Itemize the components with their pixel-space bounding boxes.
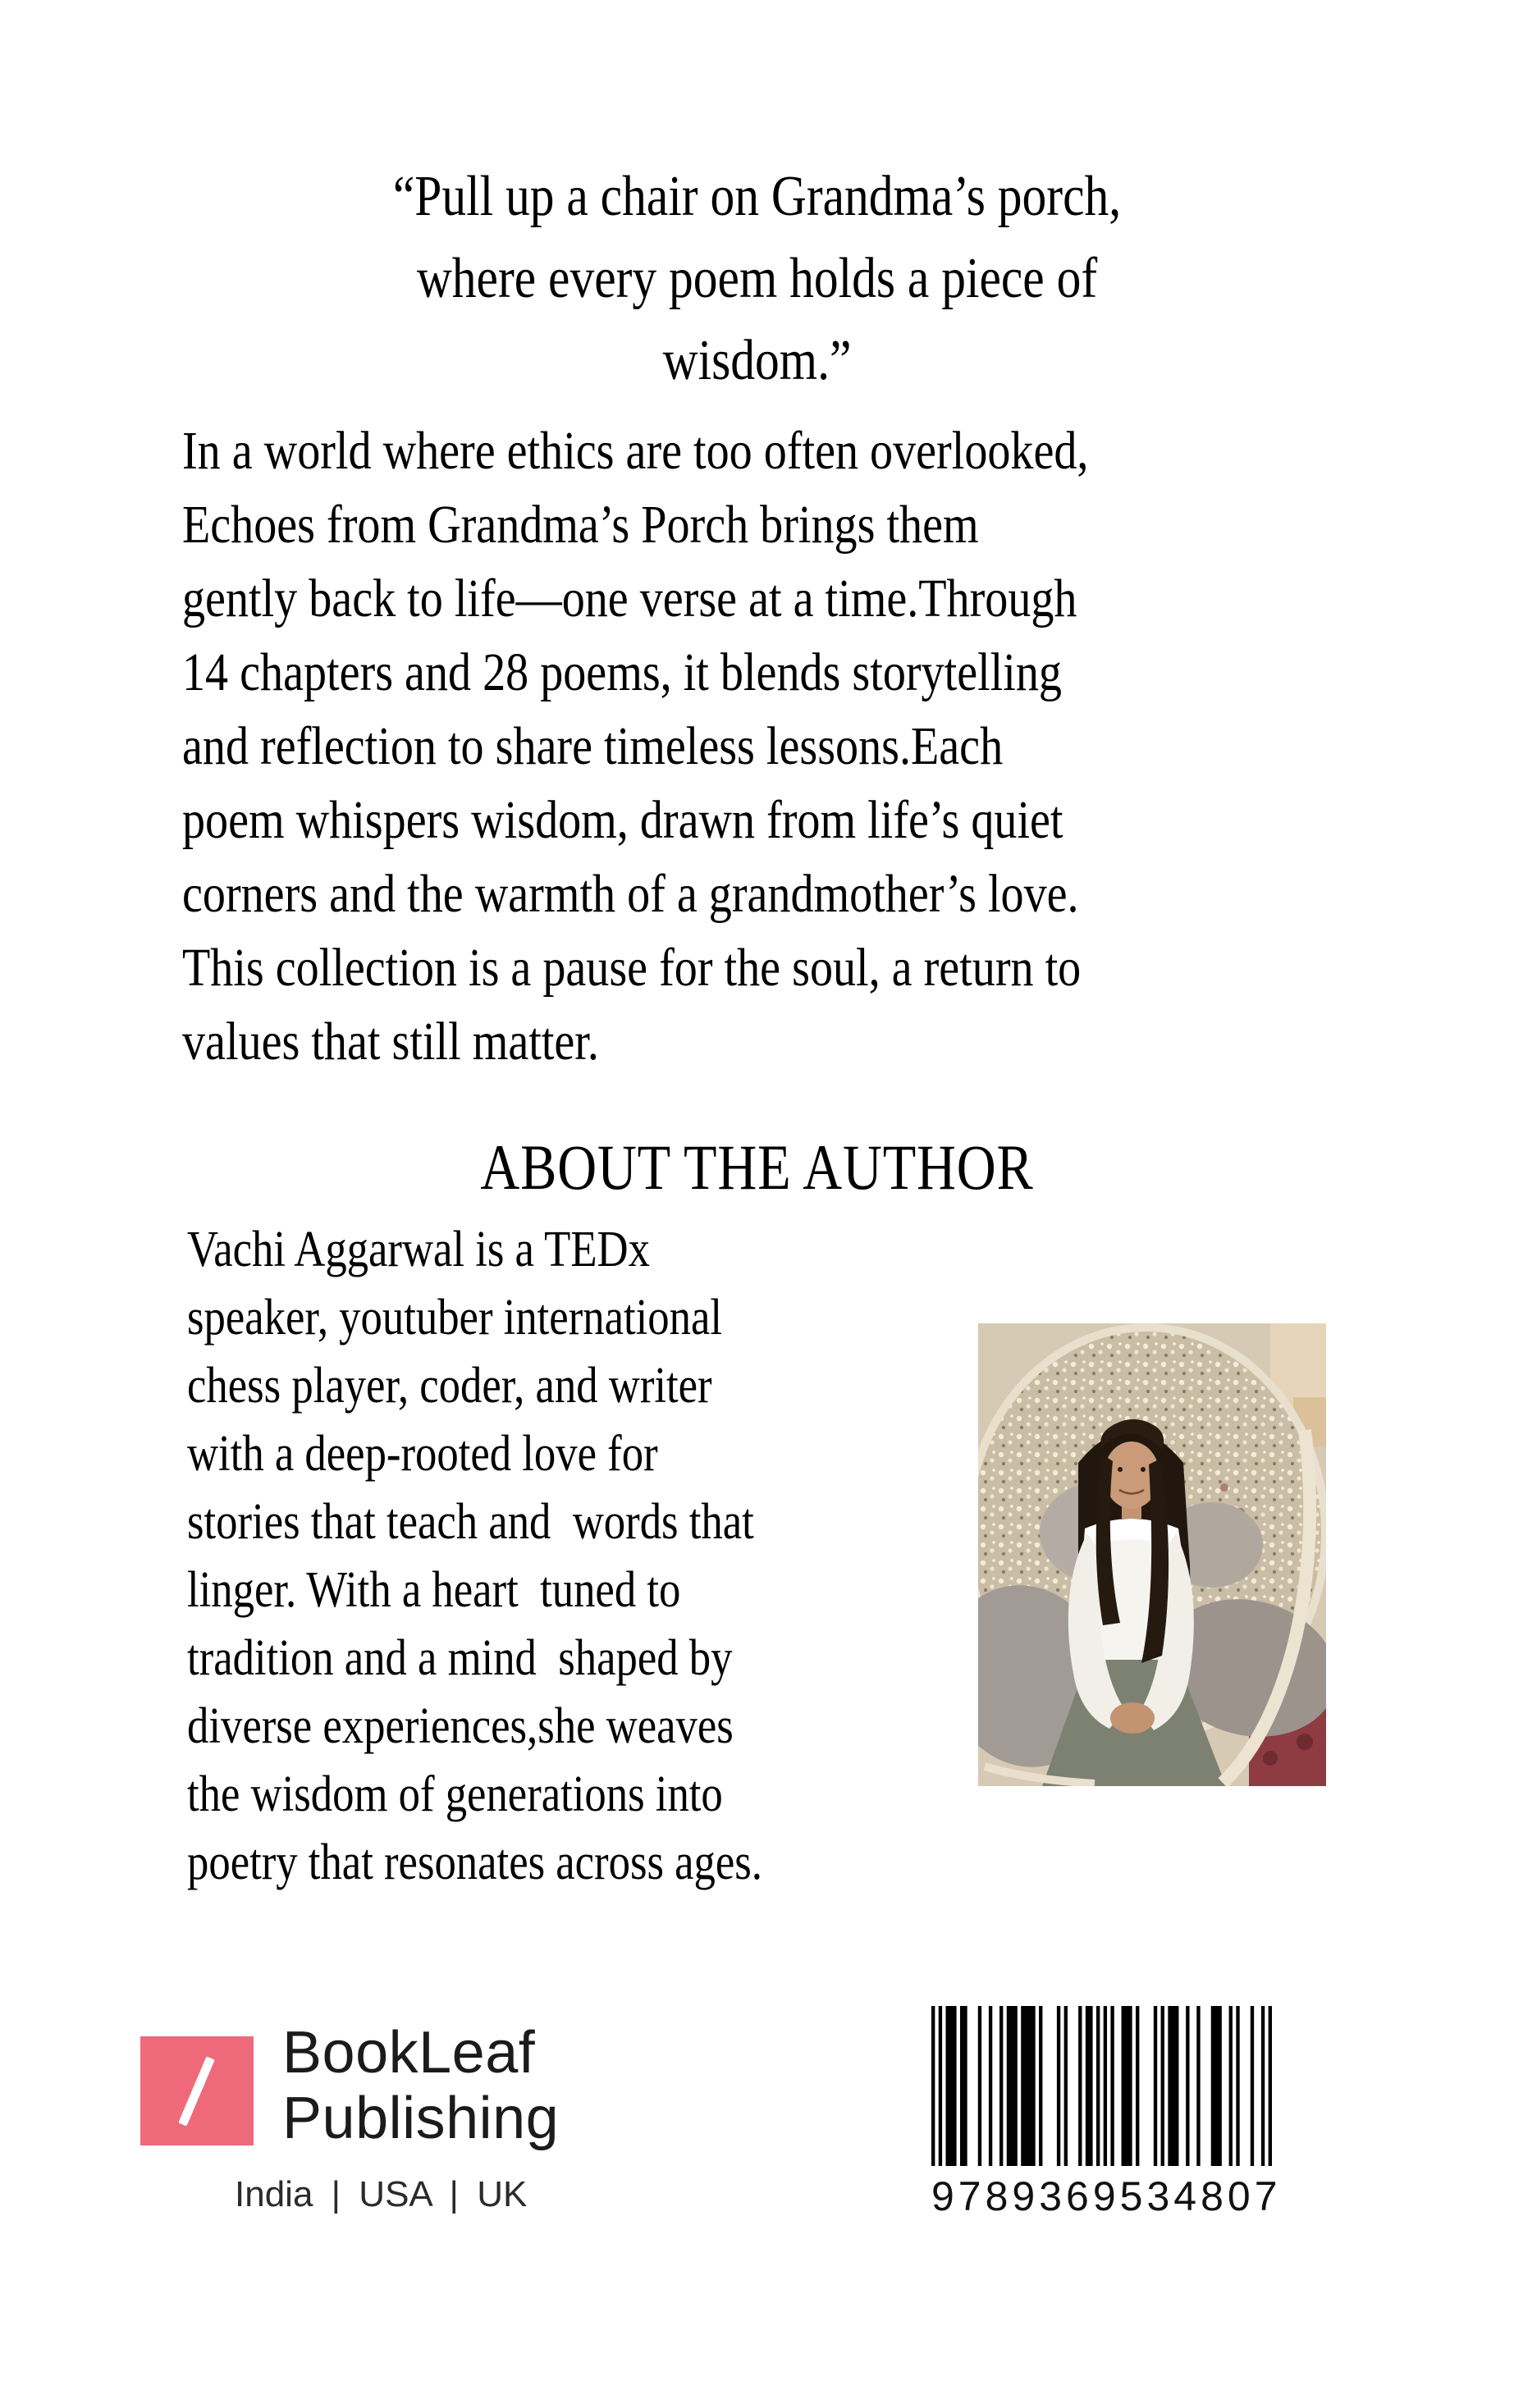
text-line: poetry that resonates across ages.: [187, 1835, 762, 1890]
text-line: wisdom.”: [662, 329, 852, 392]
text-line: values that still matter.: [182, 1012, 599, 1071]
barcode-bars: [931, 2006, 1272, 2166]
text-line: chess player, coder, and writer: [187, 1358, 712, 1414]
barcode-number: 9789369534807: [931, 2173, 1282, 2219]
cover-quote: [113, 156, 1400, 402]
text-line: speaker, youtuber international: [187, 1290, 723, 1346]
text-line: corners and the warmth of a grandmother’s love.: [182, 864, 1079, 924]
text-line: Vachi Aggarwal is a TEDx: [187, 1222, 650, 1277]
text-line: 14 chapters and 28 poems, it blends storytelling: [182, 642, 1062, 702]
book-synopsis: [182, 414, 1368, 1079]
publisher-name-line2: Publishing: [282, 2086, 560, 2151]
text-line: stories that teach and words that: [187, 1494, 754, 1550]
publisher-name-line1: BookLeaf: [282, 2020, 536, 2086]
text-line: gently back to life—one verse at a time.Through: [182, 569, 1077, 628]
text-line: Echoes from Grandma’s Porch brings them: [182, 495, 979, 555]
text-line: and reflection to share timeless lessons.Each: [182, 716, 1004, 776]
about-the-author-heading: ABOUT THE AUTHOR: [480, 1131, 1034, 1203]
publisher-regions: India | USA | UK: [235, 2174, 528, 2214]
text-line: poem whispers wisdom, drawn from life’s quiet: [182, 790, 1063, 850]
text-line: In a world where ethics are too often overlooked,: [182, 421, 1089, 481]
text-line: where every poem holds a piece of: [416, 247, 1098, 310]
text-line: diverse experiences,she weaves: [187, 1698, 734, 1754]
text-line: tradition and a mind shaped by: [187, 1630, 733, 1686]
text-line: the wisdom of generations into: [187, 1766, 723, 1822]
text-line: linger. With a heart tuned to: [187, 1562, 681, 1618]
text-line: with a deep-rooted love for: [187, 1426, 658, 1482]
slash-logo-icon: [178, 2056, 215, 2126]
text-line: This collection is a pause for the soul, a return to: [182, 938, 1082, 998]
author-photo: [978, 1323, 1326, 1786]
publisher-name: [282, 2020, 559, 2151]
barcode: [931, 2006, 1282, 2219]
text-line: “Pull up a chair on Grandma’s porch,: [392, 165, 1122, 228]
author-photo-illustration: [978, 1323, 1326, 1786]
author-bio: [187, 1216, 926, 1897]
publisher-logo: [140, 2036, 254, 2145]
